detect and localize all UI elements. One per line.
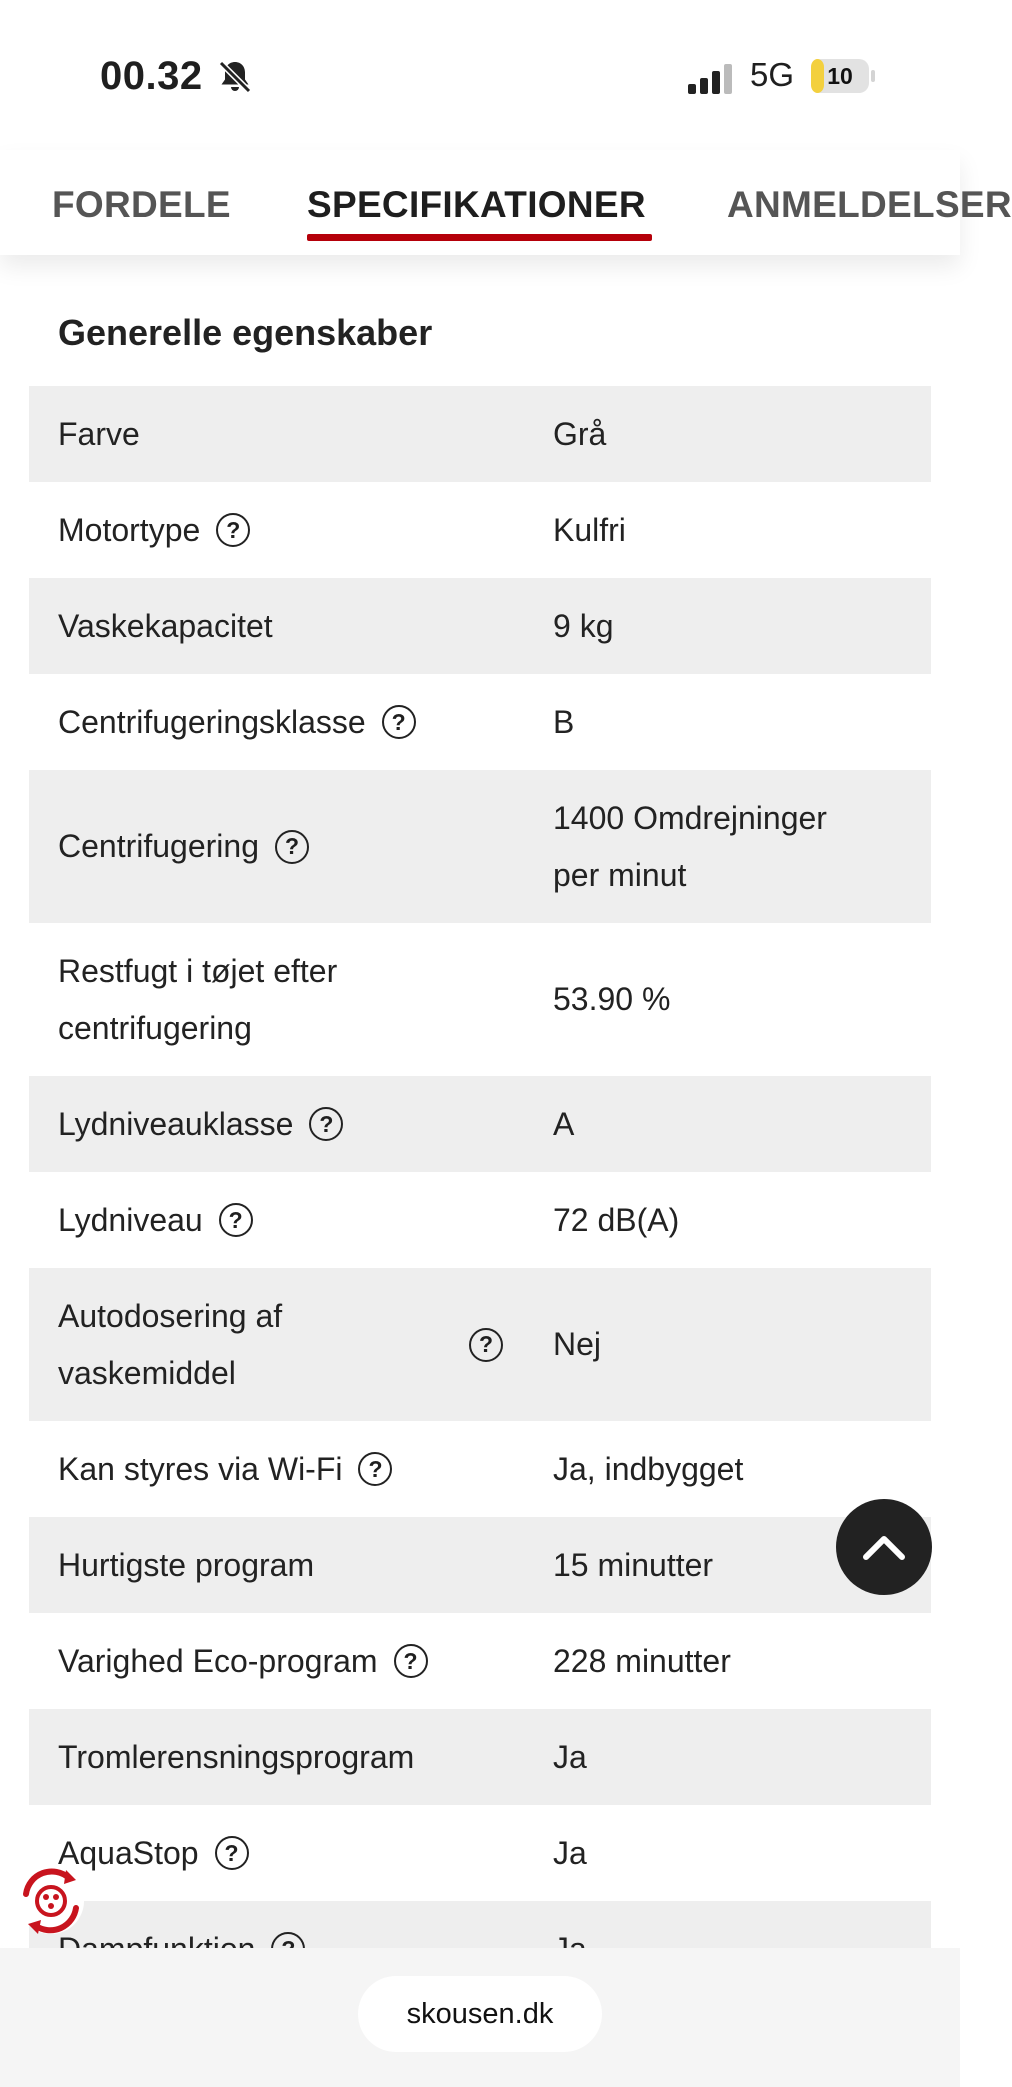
spec-row-autodosering bbox=[29, 1268, 931, 1421]
spec-row-motortype bbox=[29, 482, 931, 578]
spec-value: B bbox=[553, 703, 575, 740]
spec-label: Restfugt i tøjet efter centrifugering bbox=[58, 952, 338, 1046]
cellular-signal-icon bbox=[688, 64, 734, 94]
spec-value: Ja bbox=[553, 1738, 587, 1775]
spec-label: Kan styres via Wi-Fi bbox=[58, 1450, 343, 1487]
spec-row-wifi bbox=[29, 1421, 931, 1517]
spec-row-centrifugeringsklasse bbox=[29, 674, 931, 770]
spec-row-lydniveau bbox=[29, 1172, 931, 1268]
spec-label: Farve bbox=[58, 415, 140, 452]
status-bar bbox=[0, 0, 960, 150]
spec-label: Motortype bbox=[58, 511, 201, 548]
spec-label: Hurtigste program bbox=[58, 1546, 315, 1583]
help-icon[interactable]: ? bbox=[394, 1644, 428, 1678]
browser-bottom-bar bbox=[0, 1948, 960, 2087]
bell-slash-icon bbox=[216, 58, 254, 96]
spec-row-farve bbox=[29, 386, 931, 482]
spec-label: Centrifugering bbox=[58, 828, 259, 864]
spec-row-aquastop bbox=[29, 1805, 931, 1901]
spec-row-lydniveauklasse bbox=[29, 1076, 931, 1172]
active-tab-indicator bbox=[307, 234, 652, 241]
address-bar[interactable]: skousen.dk bbox=[358, 1976, 602, 2052]
spec-value: 9 kg bbox=[553, 607, 614, 644]
tab-bar bbox=[0, 150, 1012, 255]
spec-value: 53.90 % bbox=[553, 981, 671, 1017]
spec-value: Nej bbox=[553, 1326, 602, 1362]
spec-value: Ja bbox=[553, 1834, 587, 1871]
spec-label: AquaStop bbox=[58, 1834, 199, 1871]
spec-row-restfugt bbox=[29, 923, 931, 1076]
spec-value: Ja, indbygget bbox=[553, 1450, 744, 1487]
spec-value: Kulfri bbox=[553, 511, 626, 548]
tab-specifikationer[interactable]: SPECIFIKATIONER bbox=[307, 184, 646, 225]
spec-row-tromlerensning bbox=[29, 1709, 931, 1805]
spec-row-eco-program bbox=[29, 1613, 931, 1709]
help-icon[interactable]: ? bbox=[275, 830, 309, 864]
help-icon[interactable]: ? bbox=[358, 1452, 392, 1486]
spec-table bbox=[29, 386, 931, 1948]
spec-label: Autodosering af vaskemiddel bbox=[58, 1297, 283, 1391]
help-icon[interactable]: ? bbox=[469, 1328, 503, 1362]
spec-value: 15 minutter bbox=[553, 1546, 714, 1583]
recycle-badge-icon[interactable] bbox=[14, 1864, 88, 1938]
spec-row-vaskekapacitet bbox=[29, 578, 931, 674]
spec-value: 72 dB(A) bbox=[553, 1201, 680, 1238]
status-time: 00.32 bbox=[100, 54, 203, 98]
help-icon[interactable]: ? bbox=[216, 513, 250, 547]
chevron-up-icon bbox=[861, 1532, 907, 1562]
tab-fordele[interactable]: FORDELE bbox=[52, 184, 231, 225]
spec-row-hurtigste-program bbox=[29, 1517, 931, 1613]
spec-value: A bbox=[553, 1105, 575, 1142]
spec-value: 1400 Omdrejninger per minut bbox=[553, 799, 827, 893]
battery-icon bbox=[810, 58, 876, 94]
spec-label: Lydniveau bbox=[58, 1201, 203, 1238]
spec-label: Tromlerensningsprogram bbox=[58, 1738, 415, 1775]
section-title: Generelle egenskaber bbox=[58, 312, 433, 353]
spec-value: 228 minutter bbox=[553, 1642, 731, 1679]
help-icon[interactable]: ? bbox=[309, 1107, 343, 1141]
help-icon[interactable]: ? bbox=[219, 1203, 253, 1237]
help-icon[interactable]: ? bbox=[382, 705, 416, 739]
scroll-to-top-button[interactable] bbox=[836, 1499, 932, 1595]
spec-label: Lydniveauklasse bbox=[58, 1105, 294, 1142]
spec-value: Grå bbox=[553, 415, 607, 452]
spec-label: Centrifugeringsklasse bbox=[58, 703, 366, 740]
battery-level: 10 bbox=[827, 63, 853, 89]
network-type: 5G bbox=[750, 56, 795, 93]
spec-label: Vaskekapacitet bbox=[58, 607, 273, 644]
tab-anmeldelser[interactable]: ANMELDELSER bbox=[727, 184, 1012, 225]
help-icon[interactable]: ? bbox=[215, 1836, 249, 1870]
spec-label: Varighed Eco-program bbox=[58, 1642, 378, 1679]
spec-row-centrifugering bbox=[29, 770, 931, 923]
